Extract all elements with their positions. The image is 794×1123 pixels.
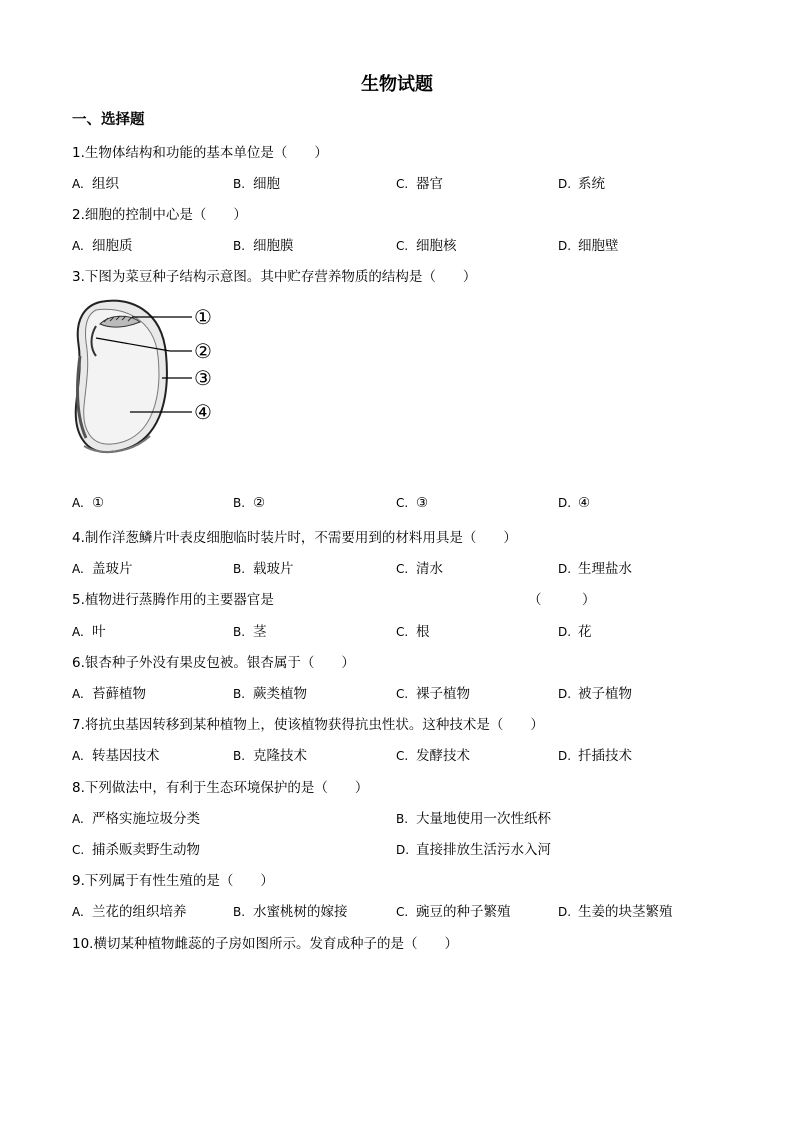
option-c: C. 清水 [396,561,443,577]
option-b: B. 细胞膜 [233,238,294,254]
option-a: A. 叶 [72,624,106,640]
question-2-options [72,234,732,254]
option-c: C. 细胞核 [396,238,457,254]
question-7-stem: 7.将抗虫基因转移到某种植物上，使该植物获得抗虫性状。这种技术是（ ） [72,717,544,733]
option-a: A. 组织 [72,176,119,192]
question-8-stem: 8.下列做法中，有利于生态环境保护的是（ ） [72,780,369,796]
option-c: C. 裸子植物 [396,686,470,702]
question-1-stem: 1.生物体结构和功能的基本单位是（ ） [72,145,328,161]
option-a: A. 细胞质 [72,238,133,254]
question-8-options-row-1 [72,807,732,827]
option-d: D. 生姜的块茎繁殖 [558,904,673,920]
question-3-stem: 3.下图为菜豆种子结构示意图。其中贮存营养物质的结构是（ ） [72,269,477,285]
option-b: B. 茎 [233,624,267,640]
option-d: D. 扦插技术 [558,748,632,764]
option-b: B. 载玻片 [233,561,294,577]
option-b: B. 水蜜桃树的嫁接 [233,904,348,920]
option-a: A. 严格实施垃圾分类 [72,811,200,827]
option-b: B. 克隆技术 [233,748,307,764]
question-5-answer-bracket: （ ） [528,592,596,608]
option-c: C. 捕杀贩卖野生动物 [72,842,200,858]
figure-label-3: ③ [194,366,212,390]
option-a: A. 转基因技术 [72,748,160,764]
question-2-stem: 2.细胞的控制中心是（ ） [72,207,247,223]
question-6-stem: 6.银杏种子外没有果皮包被。银杏属于（ ） [72,655,355,671]
figure-label-4: ④ [194,400,212,424]
option-b: B. 蕨类植物 [233,686,307,702]
option-d: D. 被子植物 [558,686,632,702]
option-b: B. 细胞 [233,176,280,192]
question-6-options [72,682,732,702]
question-9-stem: 9.下列属于有性生殖的是（ ） [72,873,274,889]
section-heading: 一、选择题 [72,112,145,128]
question-8-options-row-2 [72,838,732,858]
option-c: C. 器官 [396,176,443,192]
option-b: B. ② [233,495,266,511]
option-c: C. 发酵技术 [396,748,470,764]
option-c: C. 豌豆的种子繁殖 [396,904,511,920]
option-a: A. 苔藓植物 [72,686,146,702]
option-a: A. ① [72,495,105,511]
option-d: D. 细胞壁 [558,238,619,254]
question-1-options [72,172,732,192]
figure-label-1: ① [194,305,212,329]
question-4-options [72,557,732,577]
option-c: C. 根 [396,624,430,640]
question-3-options [72,495,732,515]
option-a: A. 盖玻片 [72,561,133,577]
question-5-stem: 5.植物进行蒸腾作用的主要器官是 [72,592,274,608]
question-7-options [72,744,732,764]
option-c: C. ③ [396,495,429,511]
option-b: B. 大量地使用一次性纸杯 [396,811,551,827]
option-d: D. ④ [558,495,591,511]
question-4-stem: 4.制作洋葱鳞片叶表皮细胞临时装片时，不需要用到的材料用具是（ ） [72,530,517,546]
question-9-options [72,900,732,920]
option-d: D. 系统 [558,176,605,192]
option-d: D. 生理盐水 [558,561,632,577]
option-a: A. 兰花的组织培养 [72,904,187,920]
figure-label-2: ② [194,339,212,363]
question-10-stem: 10.横切某种植物雌蕊的子房如图所示。发育成种子的是（ ） [72,936,458,952]
bean-seed-figure [70,296,220,458]
option-d: D. 花 [558,624,592,640]
bean-seed-diagram [70,296,220,458]
option-d: D. 直接排放生活污水入河 [396,842,551,858]
question-5-options [72,620,732,640]
page-title: 生物试题 [361,74,433,95]
